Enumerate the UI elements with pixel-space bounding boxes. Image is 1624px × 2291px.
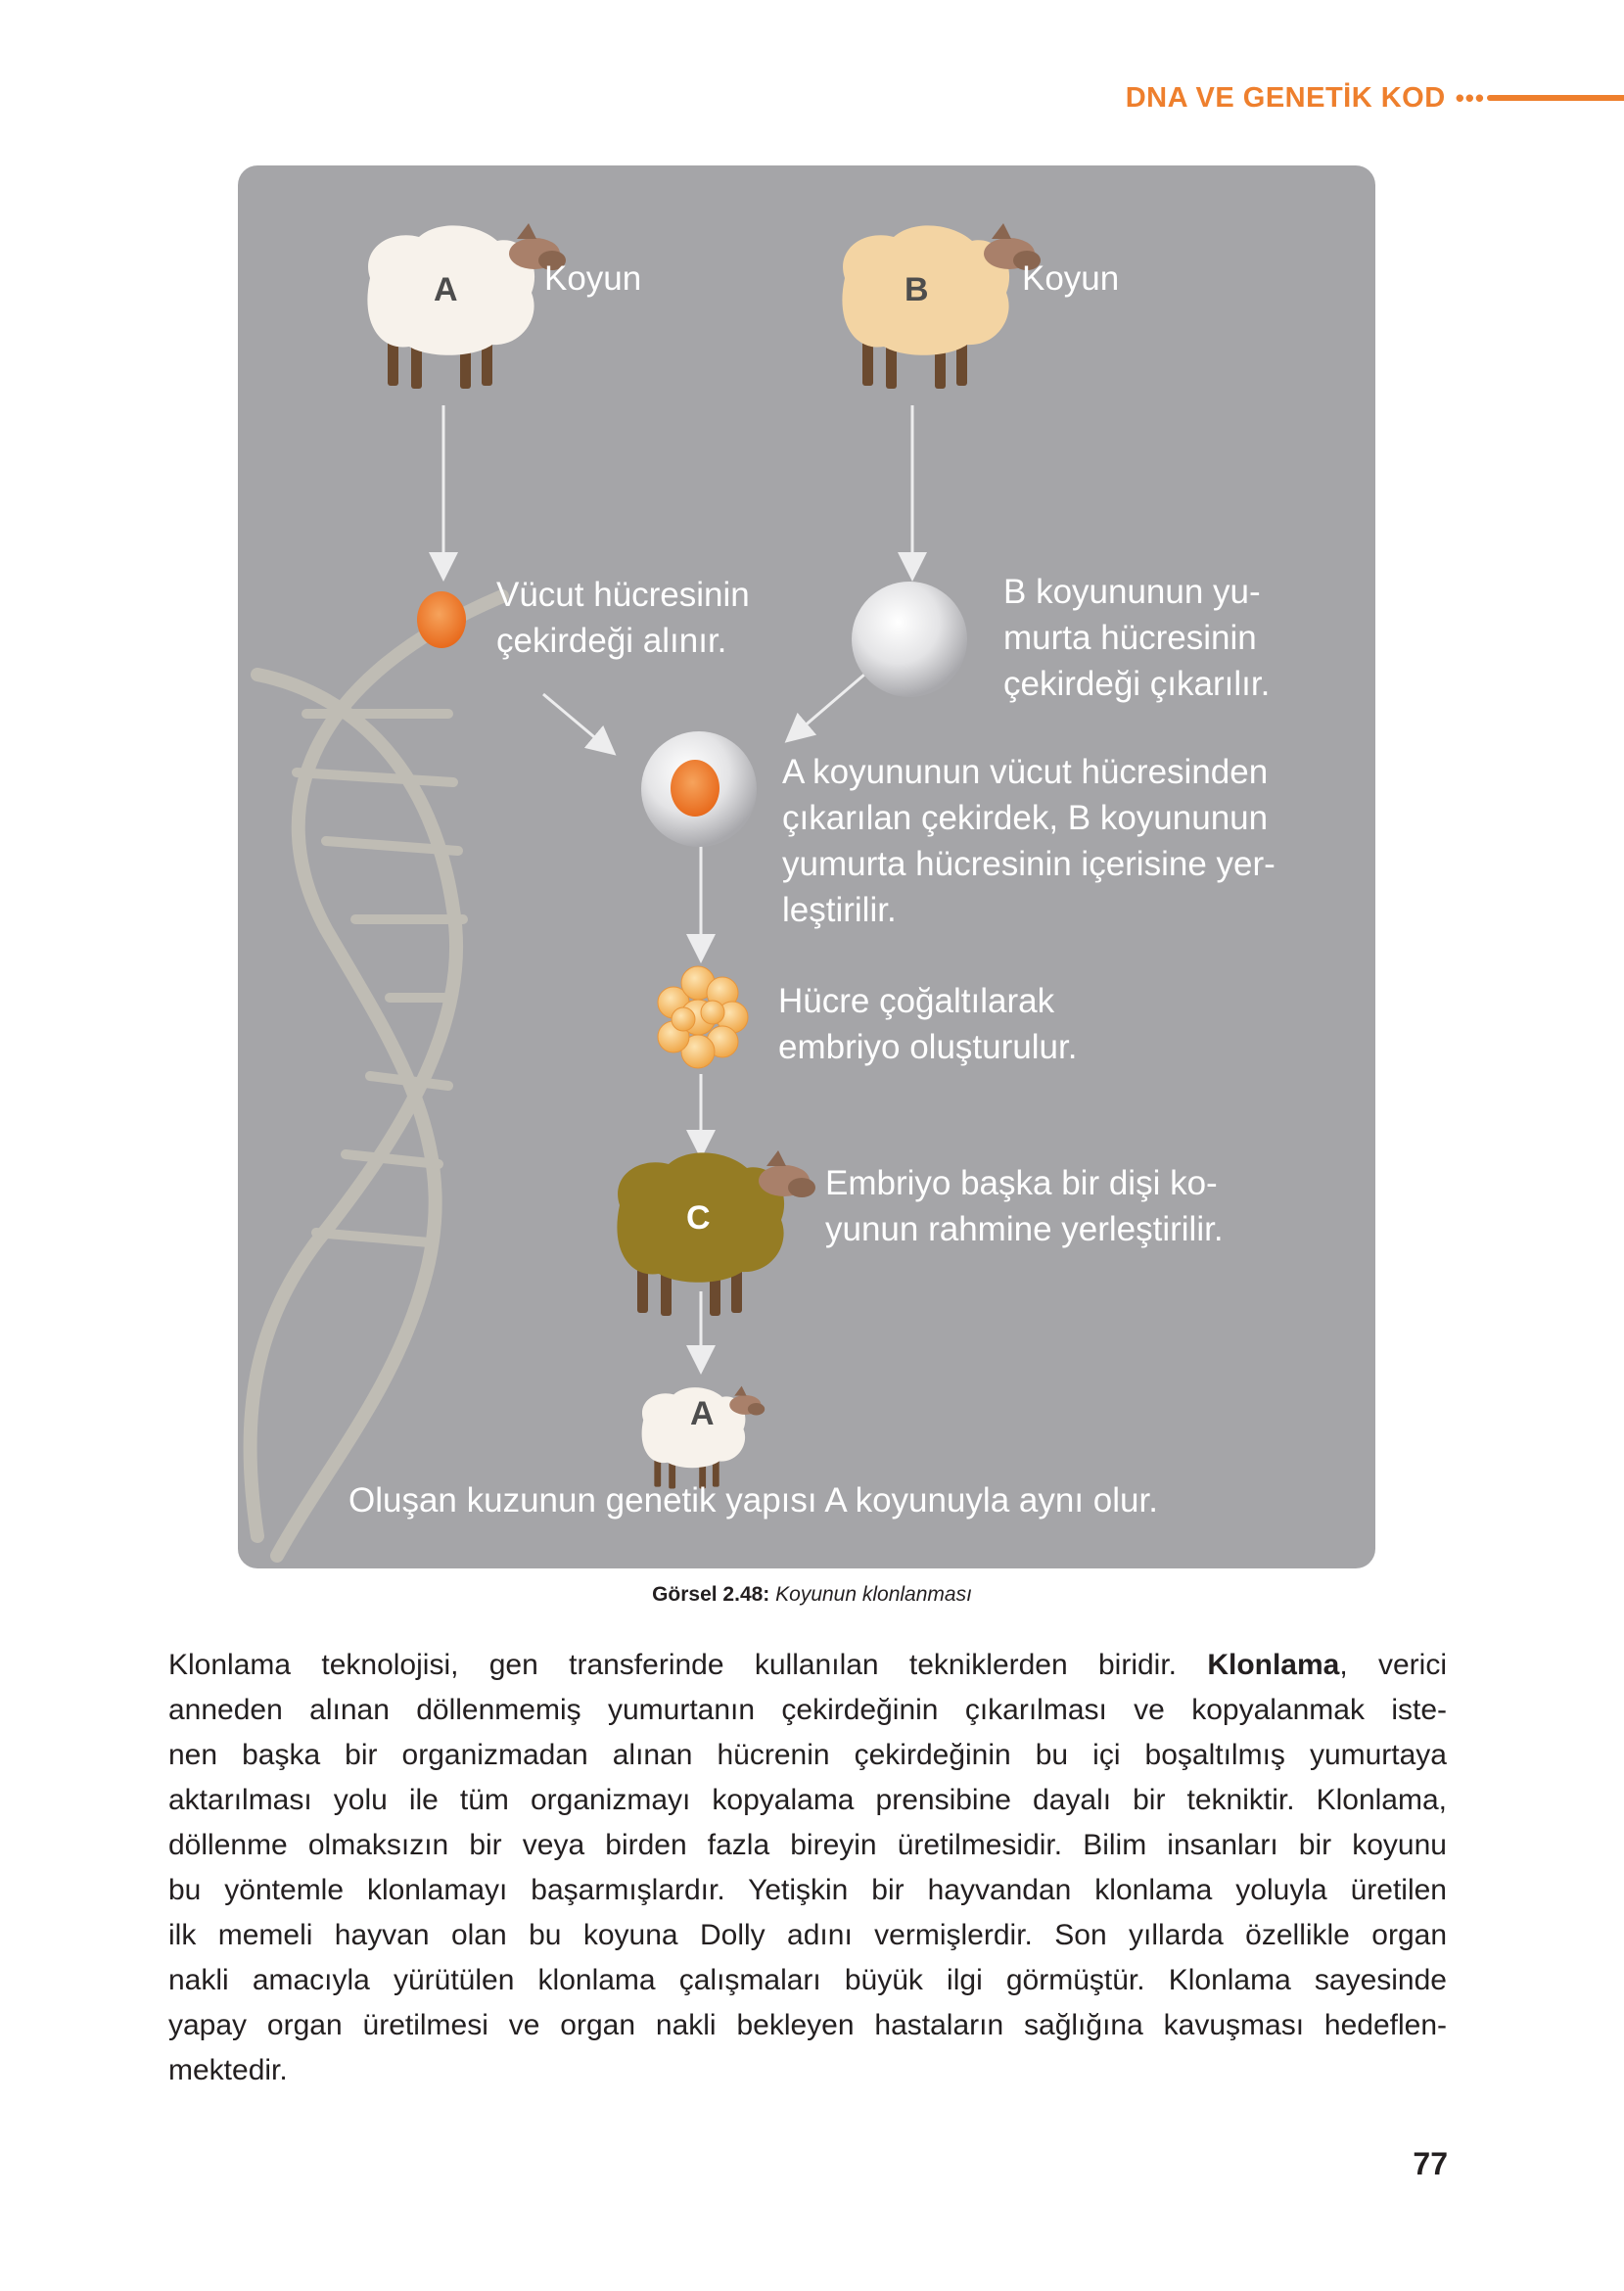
paragraph-text: , verici <box>1339 1649 1447 1681</box>
paragraph-line <box>168 1643 1447 1688</box>
sheep-a-letter: A <box>434 271 458 308</box>
cloning-figure <box>238 165 1375 1568</box>
figure-caption <box>0 1583 1624 1607</box>
step1-text: Vücut hücresinin çekirdeği alınır. <box>496 576 750 660</box>
b-egg-cell <box>852 582 967 697</box>
sheep-c-letter: C <box>686 1199 711 1237</box>
caption-text: Koyunun klonlanması <box>769 1583 972 1606</box>
body-cell-nucleus <box>417 591 466 648</box>
paragraph-line: nakli amacıyla yürütülen klonlama çalışmaları büyük ilgi görmüştür. Klonlama sayesinde <box>168 1964 1447 1996</box>
step2-text: B koyununun yu- murta hücresinin çekirdeği çıkarılır. <box>1003 573 1271 703</box>
header-dots: ••• <box>1455 82 1485 113</box>
page-number: 77 <box>1413 2146 1448 2181</box>
running-header <box>1126 76 1624 119</box>
caption-label: Görsel 2.48: <box>652 1583 770 1606</box>
step3-text: A koyununun vücut hücresinden çıkarılan çekirdek, B koyununun yumurta hücresinin içerisine yer- leştirilir. <box>782 753 1276 929</box>
paragraph-line: ilk memeli hayvan olan bu koyuna Dolly adını vermişlerdir. Son yıllarda özellikle organ <box>168 1919 1447 1951</box>
step4-text: Hücre çoğaltılarak embriyo oluşturulur. <box>778 982 1078 1066</box>
paragraph-text: Klonlama teknolojisi, gen transferinde kullanılan tekniklerden biridir. <box>168 1649 1208 1681</box>
paragraph-line: yapay organ üretilmesi ve organ nakli bekleyen hastaların sağlığına kavuşması hedeflen- <box>168 2009 1447 2041</box>
term-klonlama: Klonlama <box>1207 1649 1340 1681</box>
paragraph-line: döllenme olmaksızın bir veya birden fazla bireyin üretilmesidir. Bilim insanları bir koyunu <box>168 1829 1447 1861</box>
sheep-b-label: Koyun <box>1022 259 1120 298</box>
paragraph-line: anneden alınan döllenmemiş yumurtanın çekirdeğinin çıkarılması ve kopyalanmak iste- <box>168 1694 1447 1726</box>
paragraph-line: mektedir. <box>168 2054 288 2086</box>
paragraph-line: nen başka bir organizmadan alınan hücrenin çekirdeğinin bu içi boşaltılmış yumurtaya <box>168 1739 1447 1771</box>
paragraph-line: aktarılması yolu ile tüm organizmayı kopyalama prensibine dayalı bir tekniktir. Klonlama, <box>168 1784 1447 1816</box>
body-paragraph <box>168 1643 1447 2093</box>
lamb-letter: A <box>690 1395 715 1432</box>
chapter-title: DNA VE GENETİK KOD <box>1125 81 1446 114</box>
header-rule <box>1487 95 1624 101</box>
step5-text: Embriyo başka bir dişi ko- yunun rahmine yerleştirilir. <box>825 1164 1224 1248</box>
result-text: Oluşan kuzunun genetik yapısı A koyunuyla aynı olur. <box>348 1481 1158 1520</box>
sheep-b-letter: B <box>905 271 929 308</box>
sheep-a-label: Koyun <box>544 259 642 298</box>
paragraph-line: bu yöntemle klonlamayı başarmışlardır. Yetişkin bir hayvandan klonlama yoluyla üretilen <box>168 1874 1447 1906</box>
